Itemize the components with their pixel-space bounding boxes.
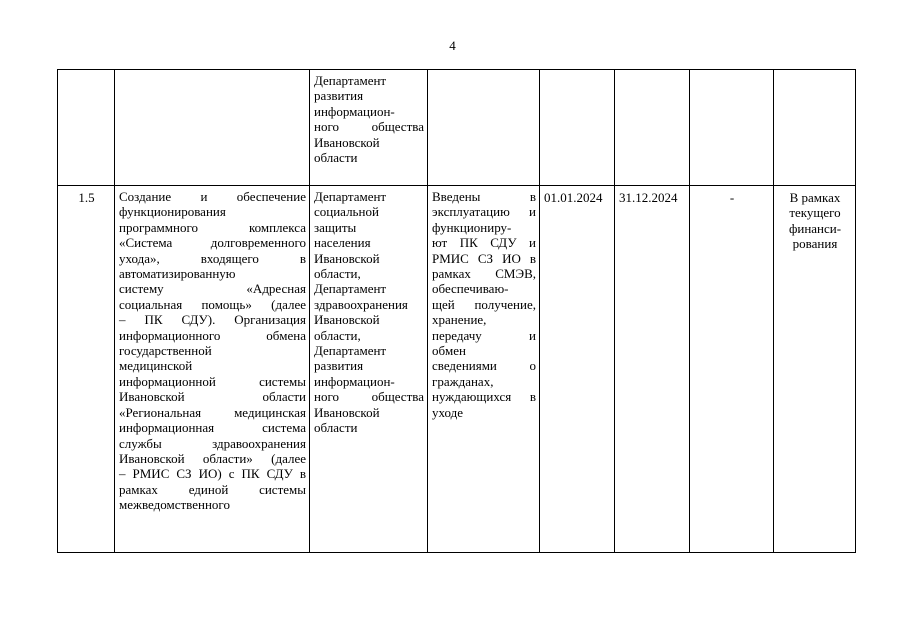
- financing-cell: [774, 186, 856, 553]
- activity-line: государственной: [119, 343, 212, 359]
- financing-line: В рамках: [789, 190, 841, 205]
- start-date-cell: [540, 70, 615, 186]
- result-line: щей получение,: [432, 296, 536, 312]
- executor-line: населения: [314, 235, 371, 251]
- result-line: уходе: [432, 404, 464, 420]
- executor-line: развития: [314, 88, 364, 104]
- activity-line: – РМИС СЗ ИО) с ПК СДУ в: [119, 466, 306, 482]
- result-line: рамках СМЭВ,: [432, 266, 536, 282]
- executor-line: Ивановской: [314, 134, 380, 150]
- activity-line: «Региональная медицинская: [119, 404, 306, 420]
- activity-line: службы здравоохранения: [119, 435, 306, 451]
- executor-line: ного общества: [314, 119, 424, 135]
- executor-line: Департамент: [314, 189, 387, 204]
- activity-line: рамках единой системы: [119, 481, 306, 497]
- executor-line: ного общества: [314, 389, 424, 405]
- row-number-cell: 1.5: [58, 186, 115, 553]
- financing-line: финанси-: [788, 220, 842, 236]
- executor-line: области,: [314, 266, 361, 282]
- activity-line: функционирования: [119, 204, 226, 220]
- plan-table: [57, 69, 856, 553]
- executor-line: Департамент: [314, 343, 387, 359]
- executor-line: развития: [314, 358, 364, 374]
- financing-line: текущего: [789, 205, 841, 221]
- activity-line: Ивановской области» (далее: [119, 450, 306, 466]
- result-line: функциониру-: [432, 219, 512, 235]
- result-line: Введены в: [432, 189, 536, 204]
- executor-line: области: [314, 150, 358, 166]
- executor-line: защиты: [314, 219, 357, 235]
- activity-line: программного комплекса: [119, 219, 306, 235]
- executor-line: Ивановской: [314, 404, 380, 420]
- activity-line: информационная система: [119, 420, 306, 436]
- executor-cell: [310, 70, 428, 186]
- executor-line: информацион-: [314, 103, 395, 119]
- activity-line: Ивановской области: [119, 389, 306, 405]
- activity-line: «Система долговременного: [119, 235, 306, 251]
- activity-line: ухода», входящего в: [119, 250, 306, 266]
- executor-line: Департамент: [314, 73, 387, 88]
- activity-line: автоматизированную: [119, 266, 236, 282]
- activity-line: – ПК СДУ). Организация: [119, 312, 306, 328]
- executor-line: Департамент: [314, 281, 387, 297]
- result-cell: [428, 186, 540, 553]
- executor-line: социальной: [314, 204, 379, 220]
- activity-line: систему «Адресная: [119, 281, 306, 297]
- financing-line: рования: [792, 236, 838, 252]
- end-date-cell: 31.12.2024: [615, 186, 690, 553]
- amount-cell: [690, 70, 774, 186]
- result-line: ют ПК СДУ и: [432, 235, 536, 251]
- result-line: нуждающихся в: [432, 389, 536, 405]
- result-line: хранение,: [432, 312, 487, 328]
- page-number: 4: [449, 38, 456, 53]
- executor-line: области,: [314, 327, 361, 343]
- row-number-cell: [58, 70, 115, 186]
- activity-line: Создание и обеспечение: [119, 189, 306, 204]
- executor-line: Ивановской: [314, 312, 380, 328]
- result-line: передачу и: [432, 327, 536, 343]
- activity-line: социальная помощь» (далее: [119, 296, 306, 312]
- result-line: эксплуатацию и: [432, 204, 536, 220]
- result-cell: [428, 70, 540, 186]
- activity-line: межведомственного: [119, 497, 230, 513]
- activity-line: информационного обмена: [119, 327, 306, 343]
- executor-cell: [310, 186, 428, 553]
- result-line: гражданах,: [432, 373, 494, 389]
- activity-line: медицинской: [119, 358, 193, 374]
- financing-cell: [774, 70, 856, 186]
- executor-line: области: [314, 420, 358, 436]
- activity-line: информационной системы: [119, 373, 306, 389]
- end-date-cell: [615, 70, 690, 186]
- result-line: обеспечиваю-: [432, 281, 509, 297]
- executor-line: Ивановской: [314, 250, 380, 266]
- activity-cell: [115, 186, 310, 553]
- executor-line: здравоохранения: [314, 296, 408, 312]
- result-line: сведениями о: [432, 358, 536, 374]
- table-row: [58, 186, 856, 553]
- result-line: обмен: [432, 343, 466, 359]
- amount-cell: -: [690, 186, 774, 553]
- start-date-cell: 01.01.2024: [540, 186, 615, 553]
- result-line: РМИС СЗ ИО в: [432, 250, 536, 266]
- activity-cell: [115, 70, 310, 186]
- executor-line: информацион-: [314, 373, 395, 389]
- table-row: [58, 70, 856, 186]
